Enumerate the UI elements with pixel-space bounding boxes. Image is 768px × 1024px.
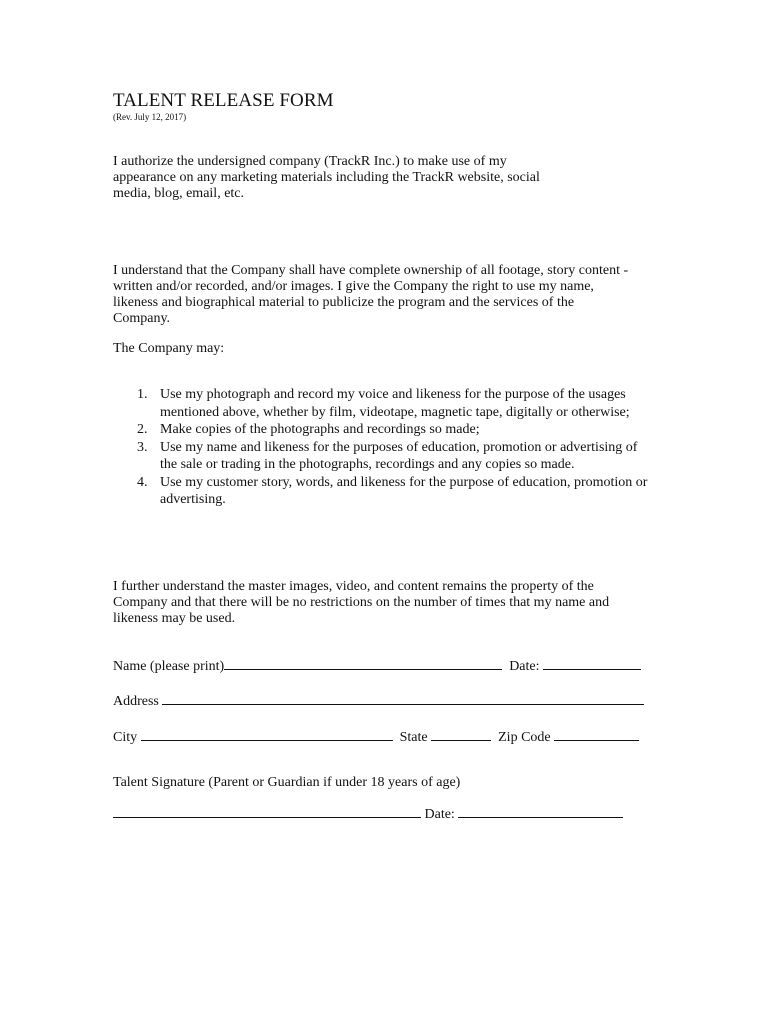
name-field[interactable] — [224, 657, 502, 670]
permitted-uses-list — [113, 386, 658, 509]
list-item-number: 3. — [137, 439, 148, 455]
name-date-row — [113, 657, 641, 675]
signature-field[interactable] — [113, 805, 421, 818]
list-item-text: Use my customer story, words, and likeness for the purpose of education, promotion or advertising. — [160, 474, 648, 507]
state-field[interactable] — [431, 728, 491, 741]
property-paragraph: I further understand the master images, video, and content remains the property of the Company and that there will be no restrictions on the number of times that my name and likeness may be used. — [113, 579, 610, 626]
list-item — [113, 474, 658, 509]
talent-release-form — [113, 90, 673, 822]
signature-date-field[interactable] — [458, 805, 623, 818]
list-item — [113, 386, 658, 421]
city-state-zip-row — [113, 728, 639, 746]
list-item-number: 4. — [137, 474, 148, 490]
date-field[interactable] — [543, 657, 641, 670]
company-may-label: The Company may: — [113, 341, 225, 356]
date-label: Date: — [509, 659, 540, 674]
address-field[interactable] — [162, 692, 644, 705]
ownership-paragraph: I understand that the Company shall have complete ownership of all footage, story content - written and/or recorded, and/or images. I give the Company the right to use my name, likeness and biographical material to publicize the program and the services of the Company. — [113, 263, 629, 326]
city-label: City — [113, 730, 138, 745]
list-item — [113, 439, 658, 474]
city-field[interactable] — [141, 728, 393, 741]
list-item-text: Make copies of the photographs and recordings so made; — [160, 422, 480, 437]
authorization-paragraph: I authorize the undersigned company (TrackR Inc.) to make use of my appearance on any marketing materials including the TrackR website, social media, blog, email, etc. — [113, 154, 540, 201]
revision-date: (Rev. July 12, 2017) — [113, 112, 187, 122]
name-label: Name (please print) — [113, 659, 225, 674]
list-item-number: 1. — [137, 387, 148, 402]
list-item-text: Use my photograph and record my voice and likeness for the purpose of the usages mentioned above, whether by film, videotape, magnetic tape, digitally or otherwise; — [160, 387, 630, 420]
signature-label: Talent Signature (Parent or Guardian if under 18 years of age) — [113, 775, 461, 790]
address-row — [113, 692, 644, 710]
list-item-text: Use my name and likeness for the purposes of education, promotion or advertising of the sale or trading in the photographs, recordings and any copies so made. — [160, 439, 638, 472]
zip-label: Zip Code — [498, 730, 551, 745]
address-label: Address — [113, 694, 159, 709]
form-title: TALENT RELEASE FORM — [113, 90, 334, 111]
list-item-number: 2. — [137, 422, 148, 437]
signature-date-label: Date: — [424, 807, 455, 822]
list-item — [113, 421, 658, 439]
signature-row — [113, 805, 623, 823]
state-label: State — [399, 730, 428, 745]
zip-field[interactable] — [554, 728, 639, 741]
